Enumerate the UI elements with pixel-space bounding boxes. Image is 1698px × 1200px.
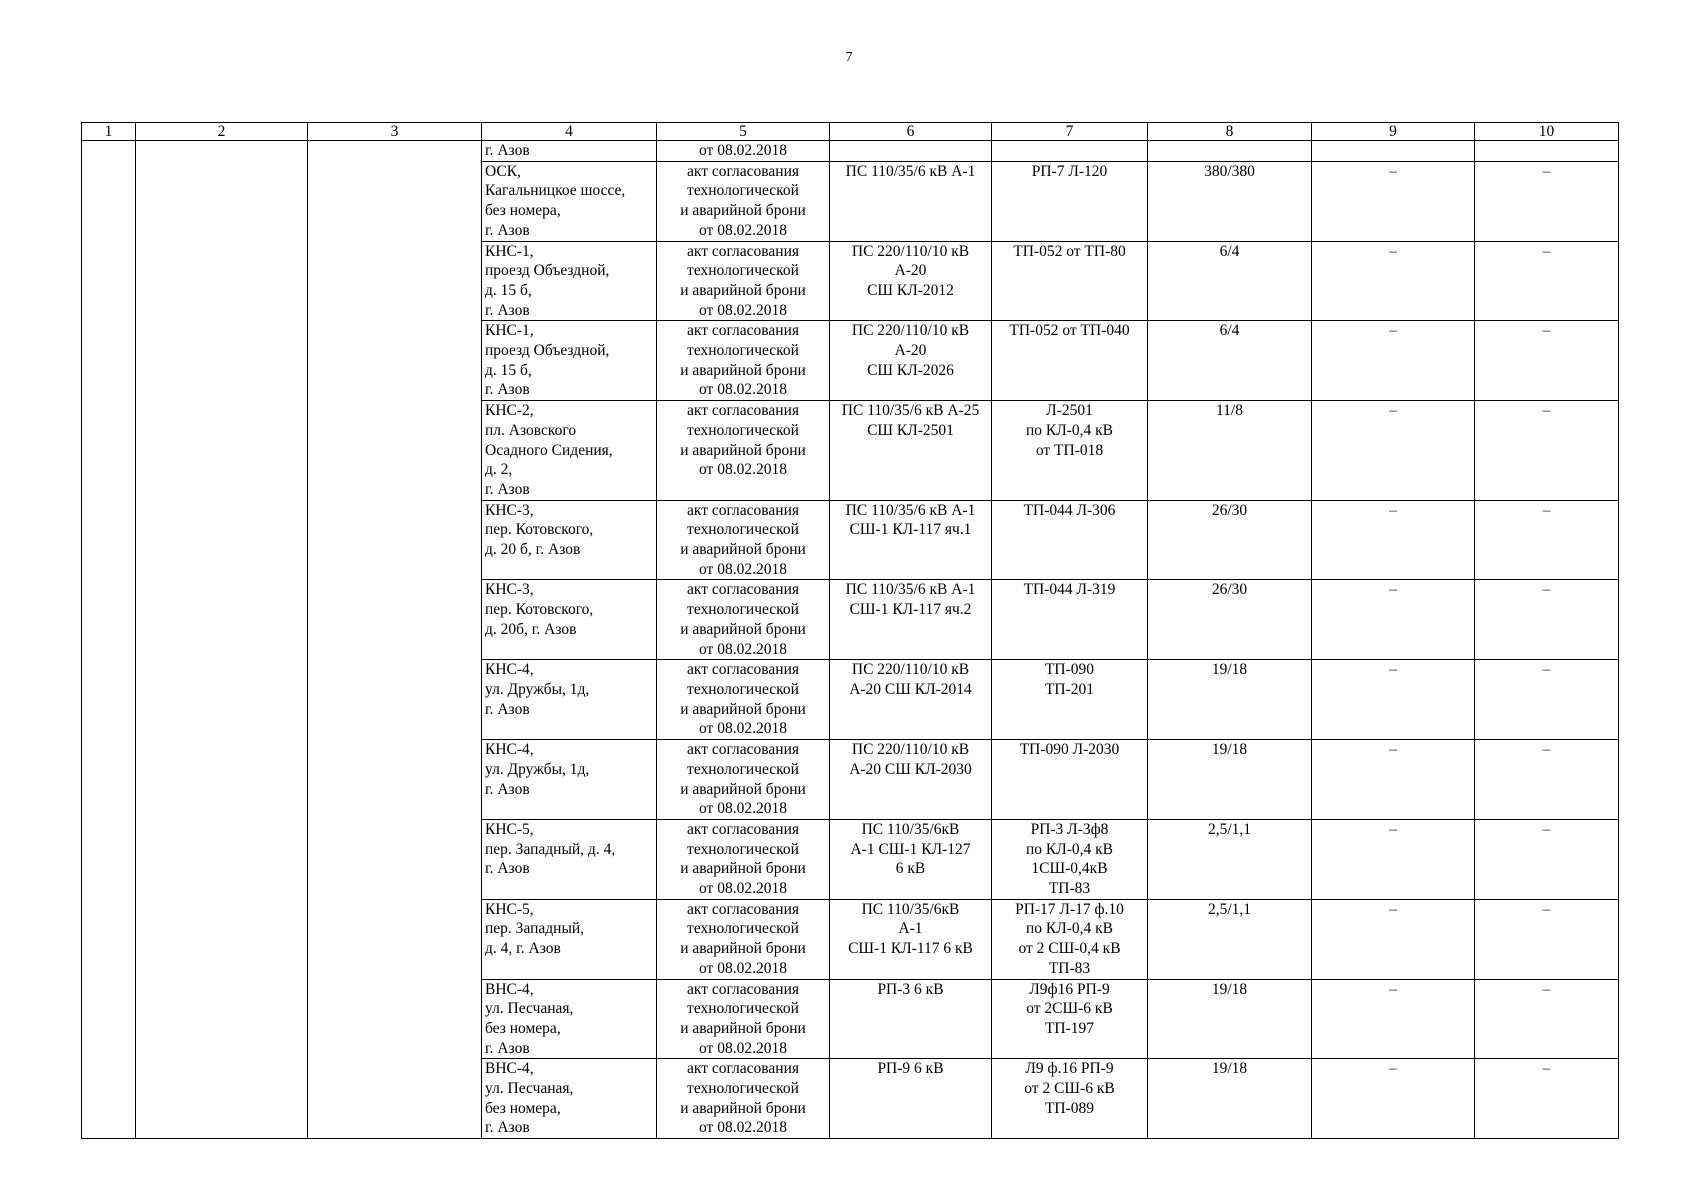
object-cell: г. Азов [482,141,657,162]
document-cell: акт согласования технологической и аварийной брони от 08.02.2018 [657,1059,830,1139]
feeder-line-cell [992,141,1148,162]
column-10-cell: – [1475,241,1619,321]
column-10-cell: – [1475,321,1619,401]
column-10-cell: – [1475,1059,1619,1139]
load-cell: 26/30 [1148,580,1312,660]
load-cell: 19/18 [1148,660,1312,740]
page-number: 7 [845,50,853,65]
column-10-cell: – [1475,580,1619,660]
column-header: 9 [1312,123,1475,141]
load-cell: 2,5/1,1 [1148,819,1312,899]
document-cell: акт согласования технологической и аварийной брони от 08.02.2018 [657,241,830,321]
substation-cell: ПС 220/110/10 кВ А-20 СШ КЛ-2026 [830,321,992,401]
substation-cell: ПС 110/35/6 кВ А-25 СШ КЛ-2501 [830,401,992,501]
object-cell: КНС-1, проезд Объездной, д. 15 б, г. Азов [482,321,657,401]
column-9-cell: – [1312,819,1475,899]
column-header: 5 [657,123,830,141]
column-10-cell: – [1475,401,1619,501]
document-cell: от 08.02.2018 [657,141,830,162]
column-9-cell: – [1312,241,1475,321]
load-cell: 26/30 [1148,500,1312,580]
load-cell: 19/18 [1148,1059,1312,1139]
object-cell: КНС-4, ул. Дружбы, 1д, г. Азов [482,740,657,820]
feeder-line-cell: РП-7 Л-120 [992,161,1148,241]
load-cell: 6/4 [1148,241,1312,321]
column-header: 7 [992,123,1148,141]
feeder-line-cell: ТП-090 ТП-201 [992,660,1148,740]
document-cell: акт согласования технологической и аварийной брони от 08.02.2018 [657,979,830,1059]
document-cell: акт согласования технологической и аварийной брони от 08.02.2018 [657,161,830,241]
header-row [82,123,1619,141]
column-9-cell: – [1312,1059,1475,1139]
object-cell: КНС-5, пер. Западный, д. 4, г. Азов [482,819,657,899]
column-10-cell: – [1475,500,1619,580]
substation-cell: ПС 220/110/10 кВ А-20 СШ КЛ-2030 [830,740,992,820]
column-9-cell: – [1312,401,1475,501]
column-header: 10 [1475,123,1619,141]
column-9-cell: – [1312,740,1475,820]
column-10-cell [1475,141,1619,162]
column-10-cell: – [1475,660,1619,740]
column-header: 3 [308,123,482,141]
object-cell: КНС-1, проезд Объездной, д. 15 б, г. Азов [482,241,657,321]
substation-cell: ПС 110/35/6 кВ А-1 СШ-1 КЛ-117 яч.2 [830,580,992,660]
column-9-cell: – [1312,161,1475,241]
substation-cell: ПС 220/110/10 кВ А-20 СШ КЛ-2012 [830,241,992,321]
column-9-cell: – [1312,500,1475,580]
column-10-cell: – [1475,819,1619,899]
feeder-line-cell: ТП-044 Л-319 [992,580,1148,660]
document-cell: акт согласования технологической и аварийной брони от 08.02.2018 [657,401,830,501]
document-cell: акт согласования технологической и аварийной брони от 08.02.2018 [657,580,830,660]
col-1-merged-cell [82,141,136,1139]
column-9-cell: – [1312,580,1475,660]
substation-cell: ПС 110/35/6кВ А-1 СШ-1 КЛ-127 6 кВ [830,819,992,899]
column-9-cell: – [1312,321,1475,401]
table-body [82,141,1619,1139]
document-cell: акт согласования технологической и аварийной брони от 08.02.2018 [657,899,830,979]
column-9-cell: – [1312,979,1475,1059]
feeder-line-cell: ТП-052 от ТП-80 [992,241,1148,321]
data-table [81,122,1619,1139]
document-cell: акт согласования технологической и аварийной брони от 08.02.2018 [657,321,830,401]
column-header: 2 [136,123,308,141]
feeder-line-cell: РП-3 Л-3ф8 по КЛ-0,4 кВ 1СШ-0,4кВ ТП-83 [992,819,1148,899]
feeder-line-cell: РП-17 Л-17 ф.10 по КЛ-0,4 кВ от 2 СШ-0,4 кВ ТП-83 [992,899,1148,979]
substation-cell [830,141,992,162]
substation-cell: ПС 110/35/6кВ А-1 СШ-1 КЛ-117 6 кВ [830,899,992,979]
load-cell: 19/18 [1148,979,1312,1059]
column-10-cell: – [1475,161,1619,241]
column-header: 8 [1148,123,1312,141]
column-10-cell: – [1475,899,1619,979]
substation-cell: РП-9 6 кВ [830,1059,992,1139]
document-cell: акт согласования технологической и аварийной брони от 08.02.2018 [657,660,830,740]
load-cell: 2,5/1,1 [1148,899,1312,979]
column-9-cell: – [1312,899,1475,979]
object-cell: ВНС-4, ул. Песчаная, без номера, г. Азов [482,979,657,1059]
object-cell: КНС-4, ул. Дружбы, 1д, г. Азов [482,660,657,740]
feeder-line-cell: ТП-052 от ТП-040 [992,321,1148,401]
column-10-cell: – [1475,979,1619,1059]
substation-cell: ПС 220/110/10 кВ А-20 СШ КЛ-2014 [830,660,992,740]
column-9-cell: – [1312,660,1475,740]
feeder-line-cell: Л9 ф.16 РП-9 от 2 СШ-6 кВ ТП-089 [992,1059,1148,1139]
object-cell: КНС-5, пер. Западный, д. 4, г. Азов [482,899,657,979]
document-cell: акт согласования технологической и аварийной брони от 08.02.2018 [657,500,830,580]
column-header: 6 [830,123,992,141]
table-row [82,141,1619,162]
substation-cell: РП-3 6 кВ [830,979,992,1059]
object-cell: ВНС-4, ул. Песчаная, без номера, г. Азов [482,1059,657,1139]
col-3-merged-cell [308,141,482,1139]
document-cell: акт согласования технологической и аварийной брони от 08.02.2018 [657,740,830,820]
col-2-merged-cell [136,141,308,1139]
column-header: 1 [82,123,136,141]
object-cell: КНС-3, пер. Котовского, д. 20 б, г. Азов [482,500,657,580]
load-cell [1148,141,1312,162]
load-cell: 11/8 [1148,401,1312,501]
load-cell: 6/4 [1148,321,1312,401]
substation-cell: ПС 110/35/6 кВ А-1 [830,161,992,241]
feeder-line-cell: Л9ф16 РП-9 от 2СШ-6 кВ ТП-197 [992,979,1148,1059]
object-cell: КНС-2, пл. Азовского Осадного Сидения, д. 2, г. Азов [482,401,657,501]
load-cell: 19/18 [1148,740,1312,820]
feeder-line-cell: ТП-044 Л-306 [992,500,1148,580]
feeder-line-cell: ТП-090 Л-2030 [992,740,1148,820]
feeder-line-cell: Л-2501 по КЛ-0,4 кВ от ТП-018 [992,401,1148,501]
object-cell: ОСК, Кагальницкое шоссе, без номера, г. Азов [482,161,657,241]
object-cell: КНС-3, пер. Котовского, д. 20б, г. Азов [482,580,657,660]
load-cell: 380/380 [1148,161,1312,241]
document-cell: акт согласования технологической и аварийной брони от 08.02.2018 [657,819,830,899]
column-10-cell: – [1475,740,1619,820]
substation-cell: ПС 110/35/6 кВ А-1 СШ-1 КЛ-117 яч.1 [830,500,992,580]
column-9-cell [1312,141,1475,162]
column-header: 4 [482,123,657,141]
